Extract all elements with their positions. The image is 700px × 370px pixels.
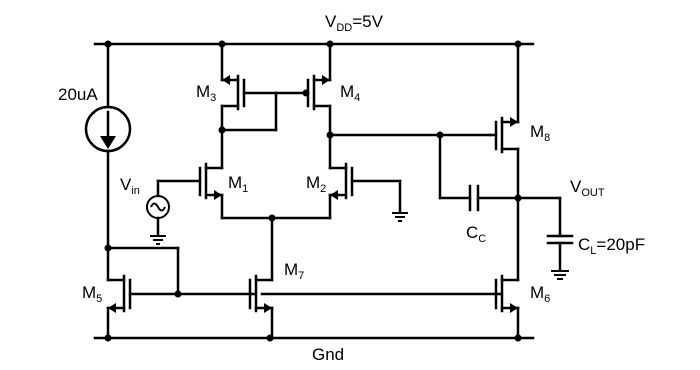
m8-label: $M_8$ bbox=[530, 122, 551, 144]
m5-label: $M_5$ bbox=[82, 283, 103, 305]
vin-source bbox=[147, 181, 169, 244]
transistor-m6 bbox=[496, 276, 518, 338]
m4-label: $M_4$ bbox=[340, 82, 361, 104]
m7-label: $M_7$ bbox=[284, 260, 305, 282]
cc-label: $C_C$ bbox=[466, 223, 487, 245]
capacitor-cc bbox=[470, 186, 560, 210]
m2-label: $M_2$ bbox=[306, 173, 327, 195]
gnd-label: Gnd bbox=[312, 345, 345, 364]
tail-node bbox=[222, 218, 330, 280]
transistor-m2 bbox=[330, 164, 408, 221]
transistor-m1 bbox=[158, 130, 222, 218]
m3-label: $M_3$ bbox=[196, 82, 217, 104]
m1-label: $M_1$ bbox=[228, 173, 249, 195]
capacitor-cl bbox=[548, 198, 572, 279]
first-stage-output-node bbox=[330, 135, 490, 198]
m6-label: $M_6$ bbox=[530, 283, 551, 305]
transistor-m3 bbox=[222, 44, 306, 130]
vin-label: $V_{in}$ bbox=[120, 175, 140, 197]
current-source-20ua bbox=[86, 44, 130, 248]
vout-label: $V_{OUT}$ bbox=[570, 177, 605, 199]
transistor-m7 bbox=[250, 276, 272, 338]
transistor-m8 bbox=[490, 44, 518, 280]
transistor-m4 bbox=[308, 44, 330, 168]
vdd-label: $V_{DD}=5V$ bbox=[325, 12, 383, 34]
current-source-label: 20uA bbox=[58, 85, 98, 104]
cl-label: $C_L=20pF$ bbox=[578, 235, 646, 257]
